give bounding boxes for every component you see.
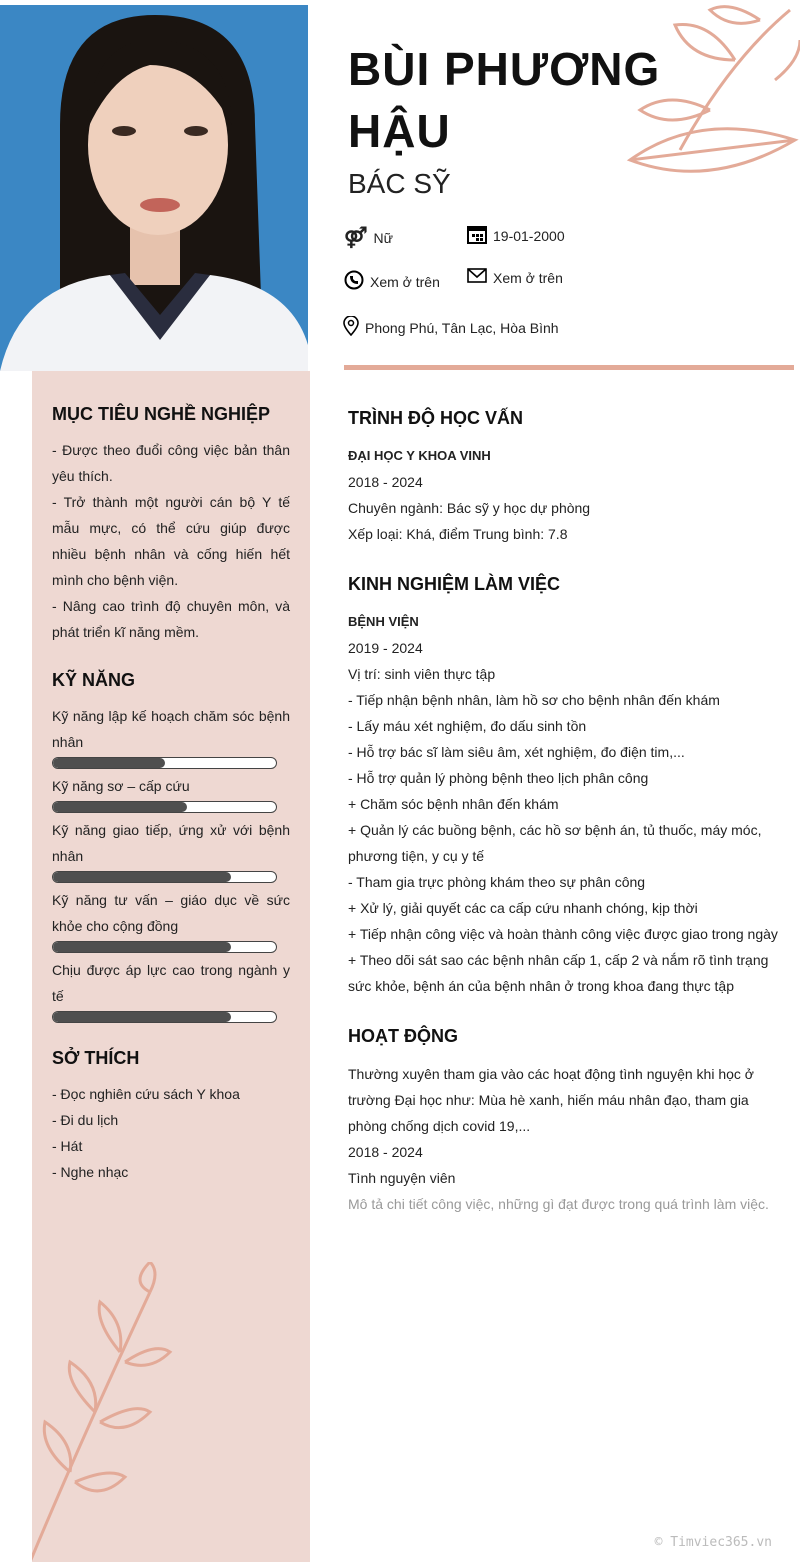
education-grade: Xếp loại: Khá, điểm Trung bình: 7.8 [348,526,568,542]
skill-name: Kỹ năng lập kế hoạch chăm sóc bệnh nhân [52,708,290,750]
education-heading: TRÌNH ĐỘ HỌC VẤN [348,408,523,428]
skill-item [52,887,290,953]
objective-line: - Nâng cao trình độ chuyên môn, và phát triển kĩ năng mềm. [52,598,290,640]
experience-line: - Tiếp nhận bệnh nhân, làm hồ sơ cho bệnh nhân đến khám [348,692,720,708]
skill-name: Kỹ năng sơ – cấp cứu [52,778,190,794]
activities-placeholder: Mô tả chi tiết công việc, những gì đạt được trong quá trình làm việc. [348,1196,769,1212]
experience-heading: KINH NGHIỆM LÀM VIỆC [348,574,561,594]
skill-bar-fill [53,872,231,882]
experience-lines [348,661,788,999]
skill-bar-fill [53,802,187,812]
email-info [467,268,563,287]
objective-line: - Được theo đuổi công việc bản thân yêu thích. [52,442,290,484]
calendar-icon [467,224,487,247]
skill-bar [52,757,277,769]
activities-heading: HOẠT ĐỘNG [348,1026,458,1046]
skill-bar-fill [53,758,165,768]
hobby-item: - Nghe nhạc [52,1164,129,1180]
dob-value: 19-01-2000 [493,227,565,244]
whatsapp-phone-icon [344,270,364,293]
school-name: ĐẠI HỌC Y KHOA VINH [348,448,491,463]
experience-line: + Xử lý, giải quyết các ca cấp cứu nhanh chóng, kịp thời [348,900,698,916]
hobby-item: - Đi du lịch [52,1112,119,1128]
gender-icon: ⚤ [344,227,368,249]
skill-item [52,817,290,883]
experience-line: Vị trí: sinh viên thực tập [348,666,496,682]
header-divider [344,365,794,370]
skill-name: Chịu được áp lực cao trong ngành y tế [52,962,290,1004]
skill-item [52,703,290,769]
activities-role: Tình nguyện viên [348,1170,456,1186]
experience-line: - Tham gia trực phòng khám theo sự phân công [348,874,646,890]
experience-line: + Theo dõi sát sao các bệnh nhân cấp 1, cấp 2 và nắm rõ tình trạng sức khỏe, bệnh án của bệnh nhân ở trong khoa đang thực tập [348,952,769,994]
phone-info [344,270,440,293]
experience-line: - Hỗ trợ bác sĩ làm siêu âm, xét nghiệm, đo điện tim,... [348,744,685,760]
envelope-icon [467,268,487,287]
activities-period: 2018 - 2024 [348,1144,423,1160]
experience-line: + Tiếp nhận công việc và hoàn thành công việc được giao trong ngày [348,926,778,942]
skill-bar [52,941,277,953]
experience-line: + Quản lý các buồng bệnh, các hồ sơ bệnh án, tủ thuốc, máy móc, phương tiện, y cụ y tế [348,822,762,864]
education-major: Chuyên ngành: Bác sỹ y học dự phòng [348,500,591,516]
email-value: Xem ở trên [493,269,563,286]
hobbies-heading: SỞ THÍCH [52,1048,140,1068]
skill-name: Kỹ năng tư vấn – giáo dục về sức khỏe cho cộng đồng [52,892,290,934]
sidebar [32,371,310,1562]
skill-item [52,957,290,1023]
dob-info [467,224,565,247]
gender-value: Nữ [373,229,393,246]
hobby-item: - Đọc nghiên cứu sách Y khoa [52,1086,240,1102]
experience-period: 2019 - 2024 [348,640,423,656]
skills-heading: KỸ NĂNG [52,670,136,690]
objective-line: - Trở thành một người cán bộ Y tế mẫu mực, có thể cứu giúp được nhiều bệnh nhân và cống hiến hết mình cho bệnh viện. [52,494,290,588]
job-title: BÁC SỸ [348,168,451,199]
map-pin-icon [343,316,359,339]
education-period: 2018 - 2024 [348,474,423,490]
skill-bar-fill [53,1012,231,1022]
footer-credit: © Timviec365.vn [654,1535,772,1550]
objective-text [52,437,290,645]
candidate-name: BÙI PHƯƠNG HẬU [348,43,661,157]
hobby-item: - Hát [52,1138,83,1154]
skill-bar [52,871,277,883]
experience-line: - Hỗ trợ quản lý phòng bệnh theo lịch phân công [348,770,649,786]
skill-bar-fill [53,942,231,952]
objective-heading: MỤC TIÊU NGHỀ NGHIỆP [52,404,271,424]
skills-list [52,703,290,1023]
skill-item [52,773,290,813]
address-info [343,316,559,339]
profile-photo [0,5,308,371]
address-value: Phong Phú, Tân Lạc, Hòa Bình [365,319,559,336]
gender-info [344,225,393,250]
main-content [348,405,788,1241]
experience-line: - Lấy máu xét nghiệm, đo dấu sinh tồn [348,718,587,734]
experience-line: + Chăm sóc bệnh nhân đến khám [348,796,559,812]
company-name: BỆNH VIỆN [348,614,419,629]
skill-name: Kỹ năng giao tiếp, ứng xử với bệnh nhân [52,822,290,864]
activities-description: Thường xuyên tham gia vào các hoạt động tình nguyện khi học ở trường Đại học như: Mùa hè xanh, hiến máu nhân đạo, tham gia phòng chống dịch covid 19,... [348,1066,754,1134]
skill-bar [52,1011,277,1023]
phone-value: Xem ở trên [370,273,440,290]
skill-bar [52,801,277,813]
leaf-decoration-bottom [32,1262,200,1562]
